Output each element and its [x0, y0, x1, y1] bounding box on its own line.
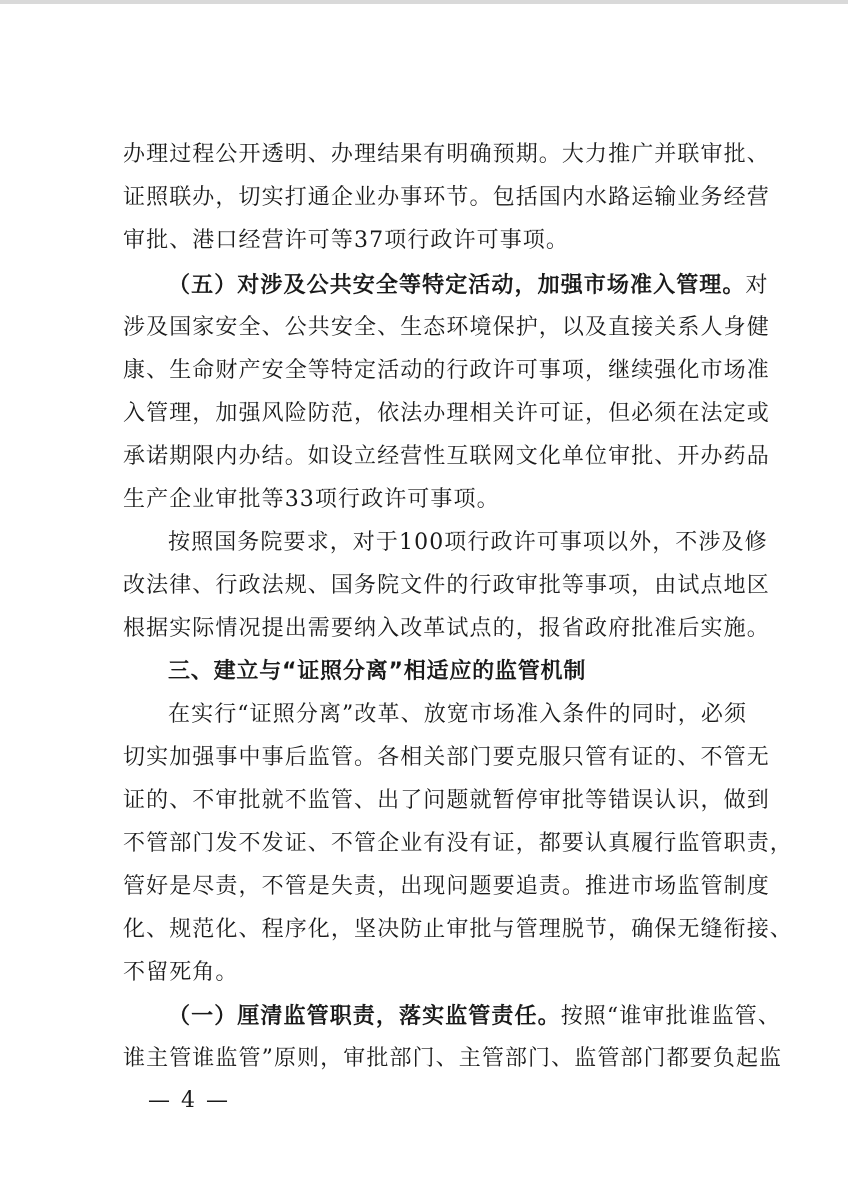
section-five-line [168, 270, 769, 300]
text-line: 谁主管谁监管”原则，审批部门、主管部门、监管部门都要负起监 [123, 1046, 783, 1071]
subsection-one-heading: （一）厘清监管职责，落实监管责任。 [168, 1003, 561, 1029]
text-line: 康、生命财产安全等特定活动的行政许可事项，继续强化市场准 [123, 358, 770, 383]
text-line: 改法律、行政法规、国务院文件的行政审批等事项，由试点地区 [123, 573, 770, 598]
subsection-one-line [168, 1001, 781, 1031]
text-line: 不管部门发不发证、不管企业有没有证，都要认真履行监管职责， [123, 831, 793, 856]
text-line: 审批、港口经营许可等37项行政许可事项。 [123, 228, 569, 253]
text-line: 入管理，加强风险防范，依法办理相关许可证，但必须在法定或 [123, 401, 770, 426]
text-line: 切实加强事中事后监管。各相关部门要克服只管有证的、不管无 [123, 745, 770, 770]
text-line: 根据实际情况提出需要纳入改革试点的，报省政府批准后实施。 [123, 616, 770, 641]
text-line: 化、规范化、程序化，坚决防止审批与管理脱节，确保无缝衔接、 [123, 917, 793, 942]
text-line: 按照国务院要求，对于100项行政许可事项以外，不涉及修 [168, 530, 768, 555]
text-line: 在实行“证照分离”改革、放宽市场准入条件的同时，必须 [168, 702, 748, 727]
text-line: 生产企业审批等33项行政许可事项。 [123, 487, 500, 512]
text-fragment: 对 [745, 273, 769, 298]
text-line: 管好是尽责，不管是失责，出现问题要追责。推进市场监管制度 [123, 874, 770, 899]
text-line: 承诺期限内办结。如设立经营性互联网文化单位审批、开办药品 [123, 444, 770, 469]
text-line: 证的、不审批就不监管、出了问题就暂停审批等错误认识，做到 [123, 788, 770, 813]
text-line: 证照联办，切实打通企业办事环节。包括国内水路运输业务经营 [123, 185, 770, 210]
text-line: 办理过程公开透明、办理结果有明确预期。大力推广并联审批、 [123, 142, 770, 167]
page-number: — 4 — [148, 1088, 230, 1113]
text-line: 涉及国家安全、公共安全、生态环境保护，以及直接关系人身健 [123, 315, 770, 340]
section-three-heading: 三、建立与“证照分离”相适应的监管机制 [168, 659, 587, 684]
section-five-heading: （五）对涉及公共安全等特定活动，加强市场准入管理。 [168, 272, 746, 298]
text-line: 不留死角。 [123, 960, 239, 985]
text-fragment: 按照“谁审批谁监管、 [560, 1004, 781, 1029]
